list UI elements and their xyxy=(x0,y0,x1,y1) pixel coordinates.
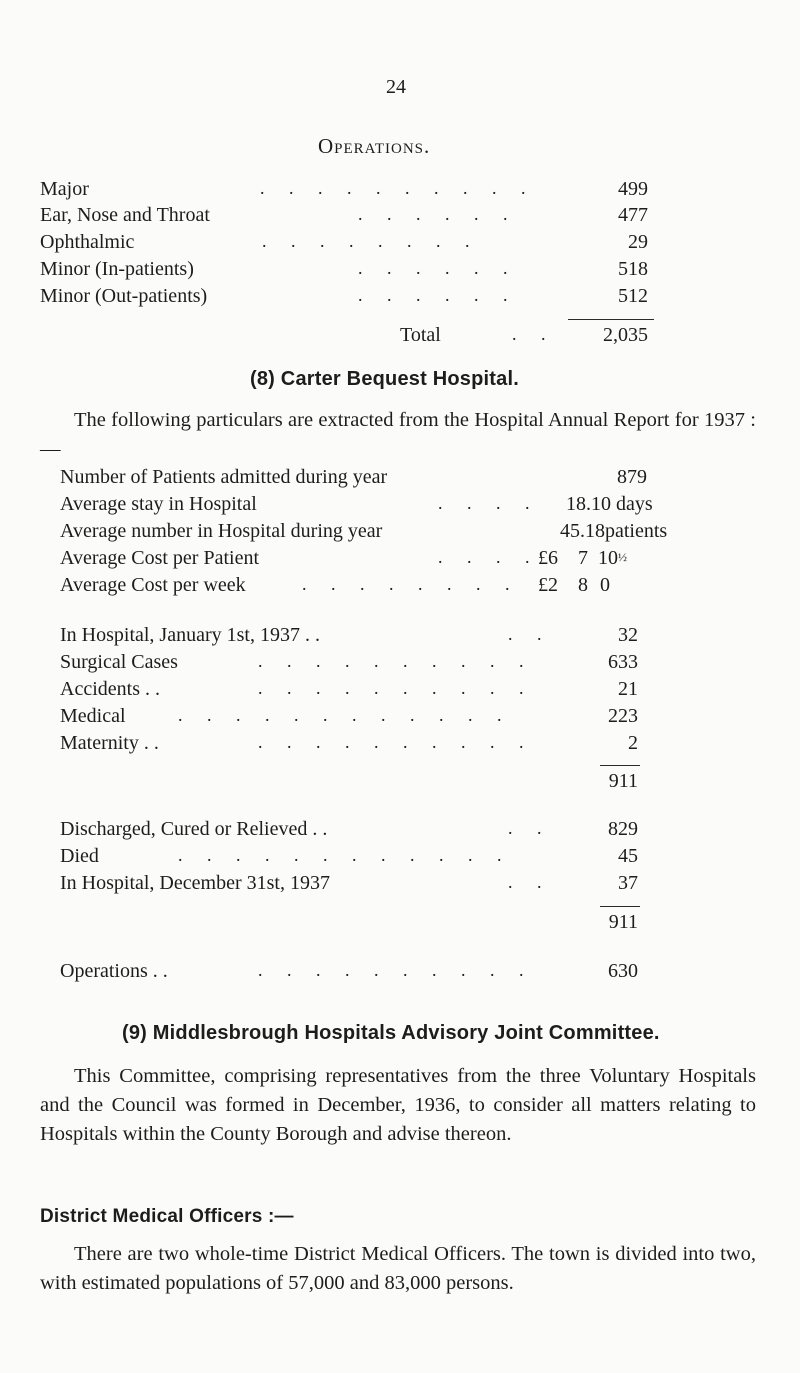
leader-dots: . . . . . . . . . . . . xyxy=(178,845,512,865)
leader-dots: . . . . . . xyxy=(358,285,518,305)
admissions-row-value: 21 xyxy=(618,678,638,700)
stat-label: Number of Patients admitted during year xyxy=(60,466,388,488)
operations-row-value: 29 xyxy=(628,231,648,253)
committee-body: This Committee, comprising representatives from the three Voluntary Hospitals and the Council was formed in December, 1936, to consider all matters relating to Hospitals within the County Borough and advise thereon. xyxy=(40,1065,756,1145)
leader-dots: . . . . . . xyxy=(358,204,518,224)
leader-dots: . . . . . . . . xyxy=(262,231,480,251)
committee-heading: (9) Middlesbrough Hospitals Advisory Joint Committee. xyxy=(122,1022,660,1044)
leader-dots: . . . . . . . . xyxy=(302,574,520,594)
leader-dots: . . . . . . xyxy=(358,258,518,278)
stat-pence-value: 10 xyxy=(598,547,618,569)
stat-value: 18.10 days xyxy=(566,493,653,515)
sum-rule xyxy=(600,765,640,766)
sum-rule xyxy=(600,906,640,907)
operations-title: Operations. xyxy=(318,134,431,158)
stat-label: Average stay in Hospital xyxy=(60,493,257,515)
stat-label: Average Cost per week xyxy=(60,574,246,596)
carter-intro: The following particulars are extracted from the Hospital Annual Report for 1937 :— xyxy=(40,409,756,460)
stat-shillings: 7 xyxy=(578,547,588,569)
operations-row-value: 512 xyxy=(618,285,648,307)
operations-row-label: Minor (Out-patients) xyxy=(40,285,208,307)
discharges-total: 911 xyxy=(608,911,638,933)
discharges-row-label: Discharged, Cured or Relieved . . xyxy=(60,818,328,840)
stat-pence-fraction: ½ xyxy=(618,550,627,564)
admissions-row-label: Accidents . . xyxy=(60,678,160,700)
leader-dots: . . . . . . . . . . xyxy=(260,178,536,198)
admissions-row-value: 223 xyxy=(608,705,638,727)
leader-dots: . . . . . . . . . . xyxy=(258,678,534,698)
operations-total-value: 2,035 xyxy=(603,324,648,346)
leader-dots: . . . . . . . . . . xyxy=(258,960,534,980)
admissions-row-label: In Hospital, January 1st, 1937 . . xyxy=(60,624,320,646)
discharges-row-label: Died xyxy=(60,845,99,867)
operations-row-value: 477 xyxy=(618,204,648,226)
admissions-row-value: 633 xyxy=(608,651,638,673)
stat-shillings: 8 xyxy=(578,574,588,596)
carter-operations-value: 630 xyxy=(608,960,638,982)
operations-row-value: 518 xyxy=(618,258,648,280)
stat-label: Average Cost per Patient xyxy=(60,547,260,569)
leader-dots: . . . . . . . . . . xyxy=(258,732,534,752)
admissions-row-label: Maternity . . xyxy=(60,732,159,754)
operations-row-value: 499 xyxy=(618,178,648,200)
admissions-row-label: Surgical Cases xyxy=(60,651,178,673)
admissions-row-label: Medical xyxy=(60,705,126,727)
stat-pounds: £2 xyxy=(538,574,558,596)
operations-row-label: Ear, Nose and Throat xyxy=(40,204,210,226)
operations-row-label: Major xyxy=(40,178,89,200)
leader-dots: . . . . xyxy=(438,547,540,567)
discharges-row-value: 45 xyxy=(618,845,638,867)
stat-pence: 0 xyxy=(600,574,610,596)
operations-total-label: Total xyxy=(400,324,441,346)
stat-pence xyxy=(598,547,627,570)
admissions-total: 911 xyxy=(608,770,638,792)
leader-dots: . . . . . . . . . . . . xyxy=(178,705,512,725)
sum-rule xyxy=(568,319,654,320)
leader-dots: . . . . . . . . . . xyxy=(258,651,534,671)
leader-dots: . . xyxy=(508,624,552,644)
district-body: There are two whole-time District Medical Officers. The town is divided into two, with estimated populations of 57,000 and 83,000 persons. xyxy=(40,1243,756,1294)
stat-value: 45.18patients xyxy=(560,520,668,542)
discharges-row-label: In Hospital, December 31st, 1937 xyxy=(60,872,330,894)
page-number: 24 xyxy=(386,76,406,98)
stat-label: Average number in Hospital during year xyxy=(60,520,383,542)
stat-value: 879 xyxy=(617,466,647,488)
operations-row-label: Ophthalmic xyxy=(40,231,135,253)
leader-dots: . . xyxy=(512,324,556,344)
leader-dots: . . . . xyxy=(438,493,540,513)
admissions-row-value: 32 xyxy=(618,624,638,646)
leader-dots: . . xyxy=(508,818,552,838)
admissions-row-value: 2 xyxy=(628,732,638,754)
discharges-row-value: 37 xyxy=(618,872,638,894)
operations-row-label: Minor (In-patients) xyxy=(40,258,194,280)
carter-operations-label: Operations . . xyxy=(60,960,168,982)
carter-heading: (8) Carter Bequest Hospital. xyxy=(250,368,519,390)
stat-pounds: £6 xyxy=(538,547,558,569)
leader-dots: . . xyxy=(508,872,552,892)
discharges-row-value: 829 xyxy=(608,818,638,840)
district-heading: District Medical Officers :— xyxy=(40,1206,294,1227)
